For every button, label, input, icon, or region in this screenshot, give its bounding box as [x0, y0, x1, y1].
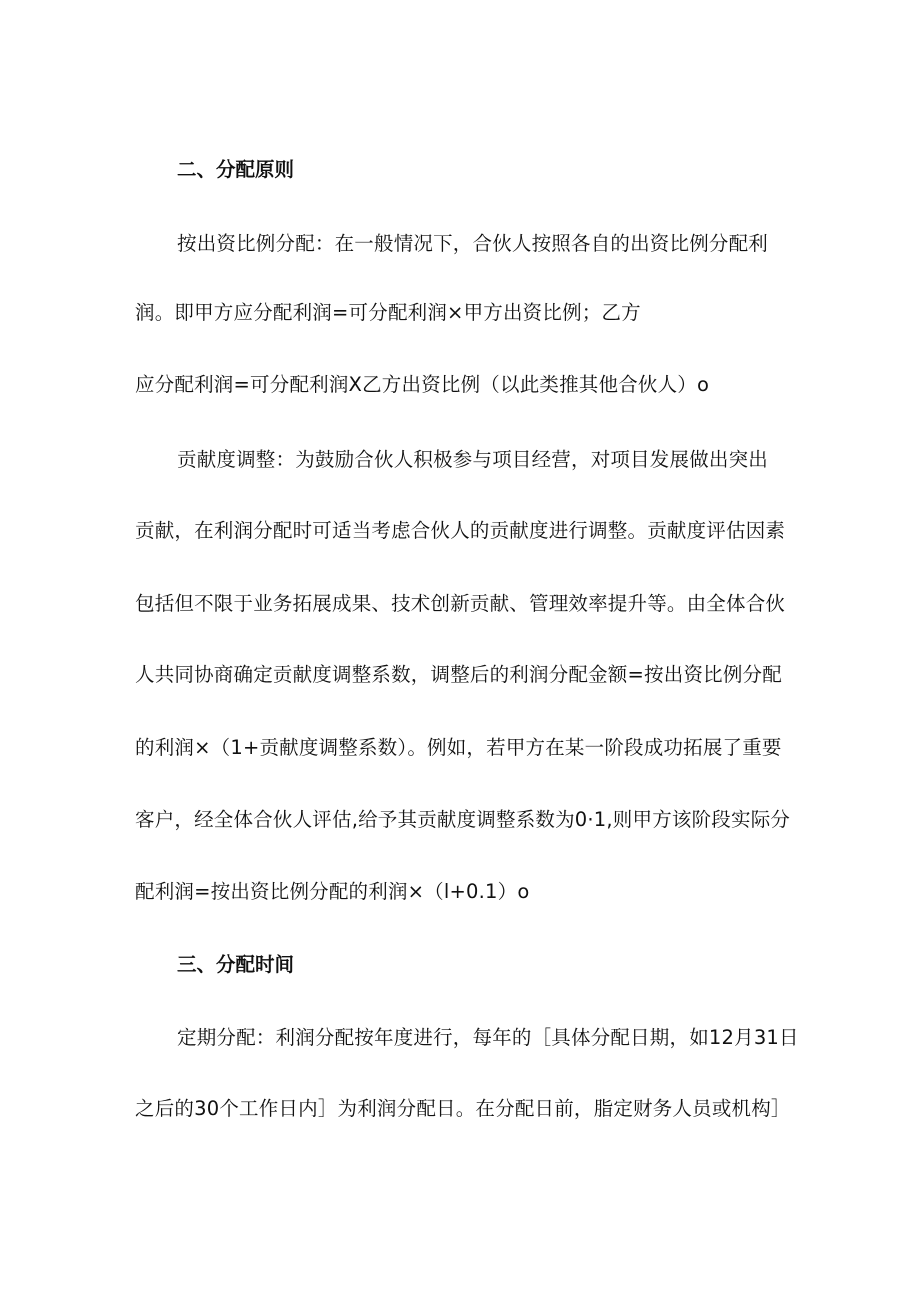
paragraph-line: 配利润=按出资比例分配的利润×（l+0.1）o: [135, 880, 530, 903]
paragraph-line: 客户，经全体合伙人评估,给予其贡献度调整系数为0·1,则甲方该阶段实际分: [135, 808, 791, 831]
paragraph-line: 贡献度调整：为鼓励合伙人积极参与项目经营，对项目发展做出突出: [177, 448, 769, 471]
paragraph-line: 的利润×（1+贡献度调整系数）。例如，若甲方在某一阶段成功拓展了重要: [135, 736, 782, 759]
paragraph-line: 人共同协商确定贡献度调整系数，调整后的利润分配金额=按出资比例分配: [135, 663, 782, 686]
paragraph-line: 润。即甲方应分配利润=可分配利润×甲方出资比例；乙方: [135, 301, 641, 324]
paragraph-line: 按出资比例分配：在一般情况下，合伙人按照各自的出资比例分配利: [177, 232, 769, 255]
paragraph-line: 包括但不限于业务拓展成果、技术创新贡献、管理效率提升等。由全体合伙: [135, 592, 786, 615]
paragraph-line: 贡献，在利润分配时可适当考虑合伙人的贡献度进行调整。贡献度评估因素: [135, 519, 786, 542]
section-heading-distribution-time: 三、分配时间: [177, 953, 295, 976]
paragraph-line: 应分配利润=可分配利润X乙方出资比例（以此类推其他合伙人）o: [135, 373, 710, 396]
section-heading-distribution-principles: 二、分配原则: [177, 158, 295, 181]
paragraph-line: 之后的30个工作日内］为利润分配日。在分配日前，脂定财务人员或机构］: [135, 1097, 791, 1120]
paragraph-line: 定期分配：利润分配按年度进行，每年的［具体分配日期，如12月31日: [177, 1026, 799, 1049]
